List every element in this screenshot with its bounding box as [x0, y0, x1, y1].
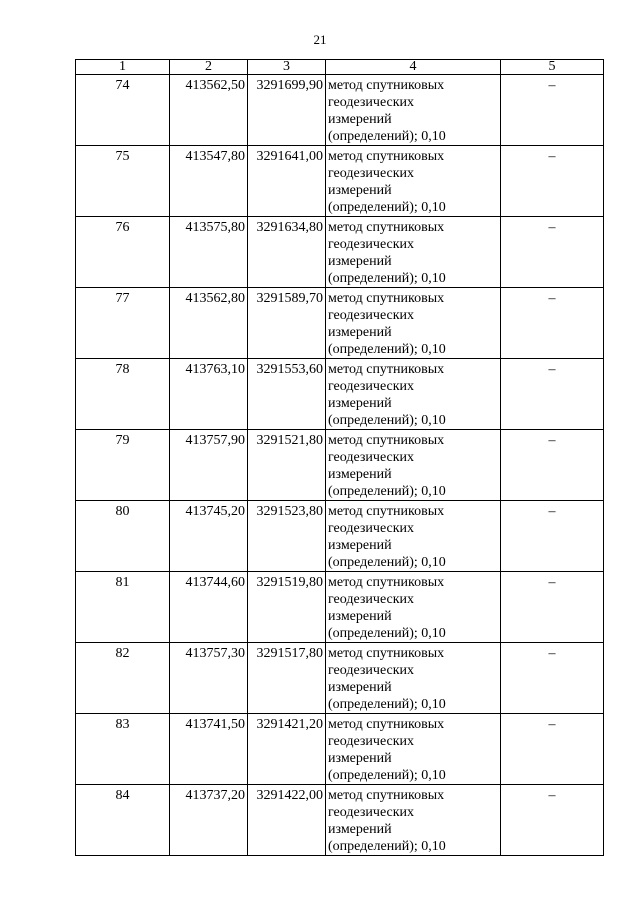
method-line: измерений: [328, 325, 392, 340]
note-cell: –: [501, 572, 604, 643]
method-line: геодезических: [328, 805, 415, 820]
table-row: [76, 75, 604, 146]
y-coordinate-cell: 3291589,70: [248, 288, 326, 359]
method-line: метод спутниковых: [328, 504, 445, 519]
x-coordinate-cell: 413562,80: [170, 288, 248, 359]
point-number-cell: 83: [76, 714, 170, 785]
method-line: метод спутниковых: [328, 788, 445, 803]
method-line: метод спутниковых: [328, 220, 445, 235]
method-line: измерений: [328, 538, 392, 553]
point-number-cell: 80: [76, 501, 170, 572]
method-line: (определений); 0,10: [328, 768, 446, 783]
note-cell: –: [501, 217, 604, 288]
x-coordinate-cell: 413741,50: [170, 714, 248, 785]
note-cell: –: [501, 714, 604, 785]
method-line: измерений: [328, 680, 392, 695]
method-line: измерений: [328, 822, 392, 837]
y-coordinate-cell: 3291422,00: [248, 785, 326, 856]
method-cell: [326, 430, 501, 501]
y-coordinate-cell: 3291634,80: [248, 217, 326, 288]
x-coordinate-cell: 413745,20: [170, 501, 248, 572]
table-row: [76, 146, 604, 217]
note-cell: –: [501, 359, 604, 430]
x-coordinate-cell: 413744,60: [170, 572, 248, 643]
method-cell: [326, 785, 501, 856]
table-row: [76, 785, 604, 856]
y-coordinate-cell: 3291523,80: [248, 501, 326, 572]
method-line: (определений); 0,10: [328, 839, 446, 854]
note-cell: –: [501, 501, 604, 572]
note-cell: –: [501, 430, 604, 501]
method-line: геодезических: [328, 237, 415, 252]
method-line: геодезических: [328, 734, 415, 749]
method-line: (определений); 0,10: [328, 484, 446, 499]
table-header-row: [76, 60, 604, 75]
method-line: измерений: [328, 112, 392, 127]
method-cell: [326, 217, 501, 288]
method-cell: [326, 75, 501, 146]
method-line: геодезических: [328, 521, 415, 536]
y-coordinate-cell: 3291641,00: [248, 146, 326, 217]
x-coordinate-cell: 413737,20: [170, 785, 248, 856]
point-number-cell: 78: [76, 359, 170, 430]
table-row: [76, 288, 604, 359]
column-header-5: 5: [501, 60, 604, 75]
point-number-cell: 81: [76, 572, 170, 643]
method-line: геодезических: [328, 663, 415, 678]
y-coordinate-cell: 3291421,20: [248, 714, 326, 785]
y-coordinate-cell: 3291553,60: [248, 359, 326, 430]
method-line: (определений); 0,10: [328, 342, 446, 357]
x-coordinate-cell: 413575,80: [170, 217, 248, 288]
method-line: (определений); 0,10: [328, 200, 446, 215]
table-row: [76, 572, 604, 643]
point-number-cell: 84: [76, 785, 170, 856]
method-line: (определений); 0,10: [328, 697, 446, 712]
method-line: (определений); 0,10: [328, 413, 446, 428]
table-row: [76, 430, 604, 501]
method-line: метод спутниковых: [328, 646, 445, 661]
method-cell: [326, 359, 501, 430]
point-number-cell: 77: [76, 288, 170, 359]
method-cell: [326, 643, 501, 714]
point-number-cell: 79: [76, 430, 170, 501]
method-cell: [326, 714, 501, 785]
x-coordinate-cell: 413562,50: [170, 75, 248, 146]
x-coordinate-cell: 413547,80: [170, 146, 248, 217]
method-line: геодезических: [328, 166, 415, 181]
table-row: [76, 643, 604, 714]
table-body: [76, 75, 604, 856]
method-line: метод спутниковых: [328, 78, 445, 93]
table-row: [76, 217, 604, 288]
y-coordinate-cell: 3291521,80: [248, 430, 326, 501]
column-header-2: 2: [170, 60, 248, 75]
point-number-cell: 82: [76, 643, 170, 714]
x-coordinate-cell: 413763,10: [170, 359, 248, 430]
method-cell: [326, 146, 501, 217]
y-coordinate-cell: 3291699,90: [248, 75, 326, 146]
method-line: метод спутниковых: [328, 362, 445, 377]
method-line: метод спутниковых: [328, 717, 445, 732]
method-line: геодезических: [328, 450, 415, 465]
note-cell: –: [501, 146, 604, 217]
method-cell: [326, 572, 501, 643]
table-row: [76, 714, 604, 785]
note-cell: –: [501, 75, 604, 146]
method-line: метод спутниковых: [328, 291, 445, 306]
y-coordinate-cell: 3291519,80: [248, 572, 326, 643]
method-line: измерений: [328, 609, 392, 624]
method-line: измерений: [328, 467, 392, 482]
method-line: метод спутниковых: [328, 433, 445, 448]
note-cell: –: [501, 288, 604, 359]
method-line: (определений); 0,10: [328, 271, 446, 286]
method-cell: [326, 501, 501, 572]
page-number: 21: [313, 32, 327, 47]
note-cell: –: [501, 643, 604, 714]
method-line: (определений); 0,10: [328, 626, 446, 641]
method-line: метод спутниковых: [328, 575, 445, 590]
column-header-3: 3: [248, 60, 326, 75]
method-line: измерений: [328, 396, 392, 411]
y-coordinate-cell: 3291517,80: [248, 643, 326, 714]
table-row: [76, 501, 604, 572]
point-number-cell: 76: [76, 217, 170, 288]
point-number-cell: 75: [76, 146, 170, 217]
method-line: геодезических: [328, 95, 415, 110]
method-cell: [326, 288, 501, 359]
method-line: (определений); 0,10: [328, 129, 446, 144]
method-line: геодезических: [328, 308, 415, 323]
method-line: метод спутниковых: [328, 149, 445, 164]
method-line: геодезических: [328, 592, 415, 607]
method-line: измерений: [328, 183, 392, 198]
method-line: измерений: [328, 254, 392, 269]
x-coordinate-cell: 413757,30: [170, 643, 248, 714]
method-line: измерений: [328, 751, 392, 766]
coordinates-table: [75, 59, 604, 856]
x-coordinate-cell: 413757,90: [170, 430, 248, 501]
note-cell: –: [501, 785, 604, 856]
column-header-1: 1: [76, 60, 170, 75]
method-line: геодезических: [328, 379, 415, 394]
column-header-4: 4: [326, 60, 501, 75]
point-number-cell: 74: [76, 75, 170, 146]
table-row: [76, 359, 604, 430]
method-line: (определений); 0,10: [328, 555, 446, 570]
